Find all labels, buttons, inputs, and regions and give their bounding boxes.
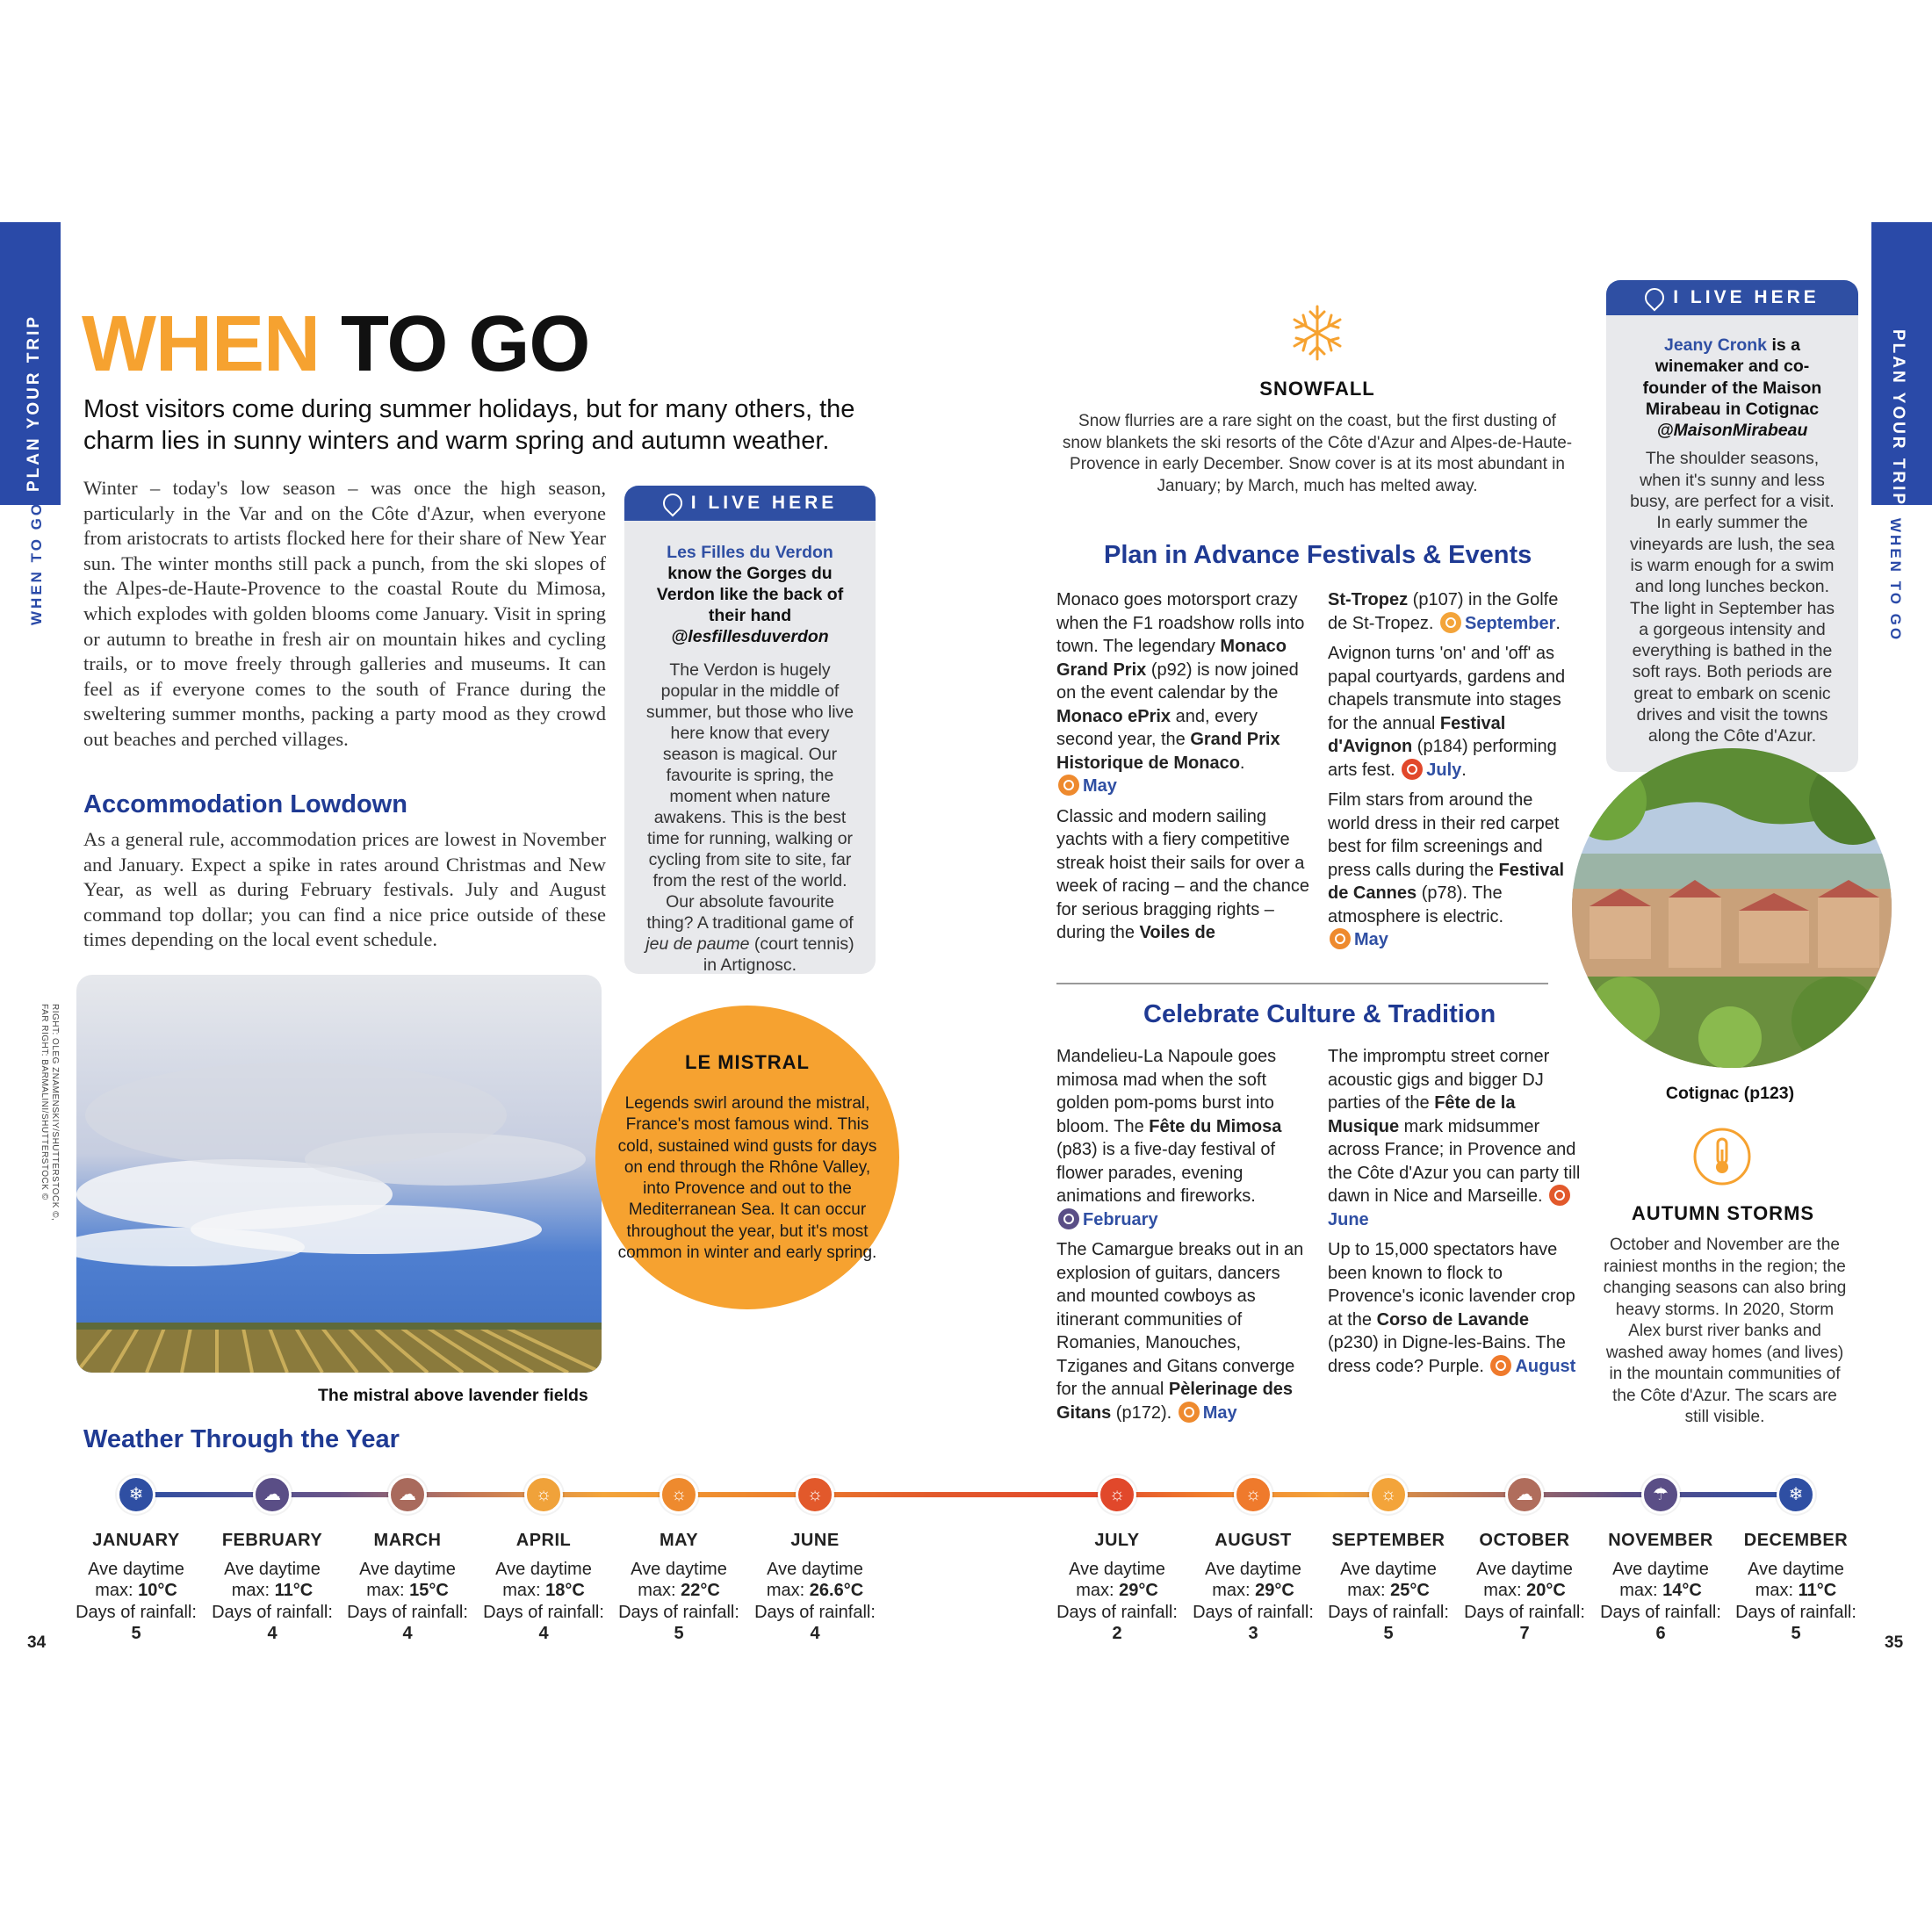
max-temp-line (1318, 1580, 1459, 1602)
snowflake-icon (1287, 303, 1347, 363)
culture-month: May (1202, 1402, 1237, 1423)
ilh-left-name: Les Filles du Verdon (667, 543, 833, 562)
weather-month (1454, 1530, 1595, 1645)
rainfall-days: 7 (1519, 1624, 1530, 1643)
thermometer-svg (1692, 1127, 1752, 1186)
festival-name: Voiles de (1139, 923, 1215, 942)
snowflake-svg (1287, 303, 1347, 363)
max-temp-line (1047, 1580, 1187, 1602)
culture-lavande (1328, 1238, 1582, 1378)
page-title-rest: TO GO (319, 300, 590, 388)
ilh-right-body: The shoulder seasons, when it's sunny and less busy, are perfect for a visit. In early summer the vineyards are lush, the sea is warm enough for a swim and long lunches beckon. The light in September has a gorgeous intensity and everything is bathed in the soft rays. Both periods are great to embark on scenic drives and visit the towns along the Côte d'Azur. (1629, 449, 1835, 746)
sun-icon (1402, 759, 1423, 780)
ave-daytime-label: Ave daytime (1748, 1559, 1844, 1579)
festival-name: Monaco ePrix (1056, 706, 1171, 726)
rainfall-label: Days of rainfall: (618, 1602, 739, 1622)
max-label: max: (502, 1581, 546, 1600)
rainfall-days: 4 (402, 1624, 413, 1643)
max-label: max: (766, 1581, 810, 1600)
month-name: APRIL (515, 1531, 572, 1550)
max-temp: 29°C (1255, 1581, 1294, 1600)
cotignac-photo (1572, 748, 1892, 1068)
festival-month: July (1426, 760, 1462, 780)
max-temp: 11°C (1798, 1581, 1837, 1600)
festival-name: St-Tropez (1328, 590, 1409, 609)
month-name: FEBRUARY (221, 1531, 323, 1550)
culture-name: Fête du Mimosa (1149, 1116, 1282, 1136)
i-live-here-bar (624, 486, 876, 521)
festival-monaco (1056, 588, 1311, 798)
month-name: SEPTEMBER (1331, 1531, 1445, 1550)
weather-heading: Weather Through the Year (83, 1425, 400, 1453)
culture-col2 (1328, 1045, 1582, 1378)
snowfall-text: Snow flurries are a rare sight on the coast, but the first dusting of snow blankets the ski resorts of the Côte d'Azur and Alpes-de-Haute-Provence in early December. Snow cover is at its most abundant in January; by March, much has melted away. (1062, 412, 1573, 495)
rainfall-label: Days of rainfall: (212, 1602, 333, 1622)
sun-icon: ☼ (1369, 1475, 1408, 1514)
max-label: max: (1619, 1581, 1663, 1600)
ave-daytime-label: Ave daytime (1476, 1559, 1573, 1579)
max-temp-line (337, 1580, 478, 1602)
sun-icon: ☼ (1098, 1475, 1136, 1514)
cotignac-photo-art (1572, 748, 1892, 1068)
ilh-left-body-text: The Verdon is hugely popular in the middle of summer, but those who live here know that every season is magical. Our favourite is spring, the moment when nature awakens. This is the best time for running, walking or cycling from site to site, far from the rest of the world. Our absolute favourite thing? A traditional game of (645, 660, 854, 933)
max-temp-line (745, 1580, 885, 1602)
ilh-left-handle: @lesfillesduverdon (671, 627, 829, 646)
snowfall-title: SNOWFALL (1259, 378, 1375, 400)
winter-paragraph: Winter – today's low season – was once the high season, particularly in the Var and on the Côte d'Azur, when everyone from aristocrats to artists flocked here for their share of New Year sun. The winter months still pack a punch, from the ski slopes of the Alpes-de-Haute-Provence to the coastal Route du Mimosa, which explodes with golden blooms come January. Visit in spring or autumn to breathe in fresh air on mountain hikes and cycling trails, or to move freely through galleries and museums. It can feel as if everyone comes to the south of France during the sweltering summer months, packing a party mood as they crowd out beaches and perched villages. (83, 477, 606, 750)
sun-icon: ☼ (1234, 1475, 1272, 1514)
festival-name: Grand Prix Historique de Monaco (1056, 730, 1280, 773)
intro-text: Most visitors come during summer holidays, but for many others, the charm lies in sunny winters and warm spring and autumn weather. (83, 395, 855, 455)
accommodation-heading: Accommodation Lowdown (83, 790, 407, 818)
weather-month (745, 1530, 885, 1645)
culture-month: February (1083, 1209, 1158, 1229)
max-label: max: (95, 1581, 139, 1600)
culture-mimosa (1056, 1045, 1311, 1231)
max-label: max: (1347, 1581, 1391, 1600)
weather-month (1183, 1530, 1323, 1645)
max-temp-line (1590, 1580, 1731, 1602)
festivals-col2 (1328, 588, 1574, 952)
i-live-here-box-right (1606, 280, 1858, 772)
month-name: MAY (659, 1531, 699, 1550)
ave-daytime-label: Ave daytime (631, 1559, 727, 1579)
ilh-right-name: Jeany Cronk (1663, 335, 1768, 355)
max-label: max: (1212, 1581, 1256, 1600)
left-side-tab-label: PLAN YOUR TRIP (25, 314, 43, 492)
culture-month: August (1515, 1356, 1576, 1376)
rainfall-days: 5 (1791, 1624, 1801, 1643)
festivals-heading: Plan in Advance Festivals & Events (1104, 541, 1532, 569)
page-title-highlight: WHEN (82, 300, 320, 388)
max-label: max: (638, 1581, 681, 1600)
cloud-sun-icon (1058, 1208, 1079, 1229)
rainfall-days: 5 (131, 1624, 141, 1643)
culture-musique (1328, 1045, 1582, 1231)
weather-month (1318, 1530, 1459, 1645)
weather-month (1047, 1530, 1187, 1645)
rainfall-days: 4 (538, 1624, 549, 1643)
culture-text: The impromptu street corner acoustic gigs and bigger DJ parties of the (1328, 1047, 1550, 1113)
snowflake-icon: ❄ (117, 1475, 155, 1514)
snowflake-icon: ❄ (1777, 1475, 1815, 1514)
culture-text: (p230) in Digne-les-Bains. The dress code? Purple. (1328, 1333, 1566, 1376)
rainfall-days: 2 (1112, 1624, 1122, 1643)
max-temp: 10°C (138, 1581, 177, 1600)
le-mistral-text: Legends swirl around the mistral, France's most famous wind. This cold, sustained wind gusts for days on end through the Rhône Valley, into Provence and out to the Mediterranean Sea. It can occur throughout the year, but it's most common in winter and early spring. (617, 1094, 877, 1263)
month-name: DECEMBER (1743, 1531, 1849, 1550)
max-temp: 20°C (1526, 1581, 1566, 1600)
month-name: NOVEMBER (1608, 1531, 1713, 1550)
rainfall-label: Days of rainfall: (76, 1602, 197, 1622)
weather-month (1590, 1530, 1731, 1645)
sun-icon: ☼ (796, 1475, 834, 1514)
left-side-section-label: WHEN TO GO (28, 501, 45, 625)
culture-text: Up to 15,000 spectators have been known to flock to Provence's iconic lavender crop at the (1328, 1240, 1575, 1330)
max-temp-line (1454, 1580, 1595, 1602)
max-temp: 18°C (545, 1581, 585, 1600)
right-side-section-label: WHEN TO GO (1887, 518, 1904, 643)
autumn-storms-title: AUTUMN STORMS (1631, 1202, 1815, 1224)
culture-text: Mandelieu-La Napoule goes mimosa mad when the soft golden pom-poms burst into bloom. The (1056, 1047, 1277, 1136)
sun-icon (1179, 1402, 1200, 1423)
month-name: OCTOBER (1479, 1531, 1570, 1550)
i-live-here-label: I LIVE HERE (1673, 287, 1820, 308)
ilh-left-body-italic: jeu de paume (645, 934, 750, 954)
weather-month (1726, 1530, 1866, 1645)
rainfall-label: Days of rainfall: (483, 1602, 604, 1622)
ilh-left-intro-text: know the Gorges du Verdon like the back of their hand (656, 564, 844, 625)
rainfall-days: 4 (267, 1624, 278, 1643)
rainfall-days: 4 (810, 1624, 820, 1643)
festival-text: . (1239, 753, 1245, 773)
cloud-rain-icon: ☂ (1641, 1475, 1680, 1514)
max-temp: 11°C (274, 1581, 314, 1600)
cloud-sun-icon: ☁ (253, 1475, 292, 1514)
sun-icon: ☼ (660, 1475, 698, 1514)
culture-name: Pèlerinage des Gitans (1056, 1380, 1294, 1423)
i-live-here-label: I LIVE HERE (690, 493, 838, 514)
location-pin-icon (659, 490, 686, 517)
ave-daytime-label: Ave daytime (359, 1559, 456, 1579)
max-temp-line (66, 1580, 206, 1602)
max-label: max: (366, 1581, 410, 1600)
autumn-storms-text: October and November are the rainiest months in the region; the changing seasons can also bring heavy storms. In 2020, Storm Alex burst river banks and washed away homes (and lives) in the mountain communities of the Côte d'Azur. The scars are still visible. (1603, 1236, 1847, 1426)
festival-text: Avignon turns 'on' and 'off' as papal courtyards, gardens and chapels transmute into stages for the annual (1328, 644, 1566, 733)
mistral-lavender-photo (76, 975, 602, 1373)
ilh-right-intro-text: is a winemaker and co-founder of the Maison Mirabeau in Cotignac (1642, 335, 1822, 419)
rainfall-days: 5 (674, 1624, 684, 1643)
month-name: MARCH (373, 1531, 442, 1550)
weather-month (66, 1530, 206, 1645)
festival-text: and, every second year, the (1056, 706, 1258, 749)
culture-text: (p83) is a five-day festival of flower parades, evening animations and fireworks. (1056, 1140, 1275, 1206)
ave-daytime-label: Ave daytime (495, 1559, 592, 1579)
culture-name: Fête de la Musique (1328, 1093, 1516, 1136)
photo-credit: RIGHT: OLEG ZNAMENSKIY/SHUTTERSTOCK ©, FAR RIGHT: BARMALINI/SHUTTERSTOCK © (40, 1004, 60, 1222)
culture-text: (p172). (1111, 1402, 1172, 1423)
cloud-sun-icon: ☁ (388, 1475, 427, 1514)
weather-month (202, 1530, 342, 1645)
festival-name: Monaco Grand Prix (1056, 637, 1287, 680)
festival-month: May (1083, 776, 1117, 796)
section-divider (1056, 983, 1548, 984)
location-pin-icon (1641, 285, 1669, 312)
right-side-tab-label: PLAN YOUR TRIP (1889, 329, 1907, 508)
page-number-right: 35 (1885, 1633, 1904, 1652)
mistral-photo-caption: The mistral above lavender fields (318, 1386, 588, 1405)
festival-text: (p78). The atmosphere is electric. (1328, 883, 1504, 926)
thermometer-icon (1692, 1127, 1752, 1186)
rainfall-label: Days of rainfall: (1600, 1602, 1721, 1622)
sun-icon: ☼ (524, 1475, 563, 1514)
max-temp: 25°C (1390, 1581, 1430, 1600)
ilh-right-intro (1626, 335, 1839, 441)
max-label: max: (1076, 1581, 1120, 1600)
rainfall-label: Days of rainfall: (1056, 1602, 1178, 1622)
max-temp: 15°C (409, 1581, 449, 1600)
culture-name: Corso de Lavande (1376, 1309, 1529, 1330)
rainfall-days: 5 (1383, 1624, 1394, 1643)
rainfall-days: 3 (1248, 1624, 1258, 1643)
festival-text: Classic and modern sailing yachts with a fiery competitive streak hoist their sails for over a week of racing – and the chance for serious bragging rights – during the (1056, 806, 1309, 942)
max-temp: 26.6°C (809, 1581, 864, 1600)
sun-icon (1440, 612, 1461, 633)
ave-daytime-label: Ave daytime (1205, 1559, 1301, 1579)
month-name: JULY (1094, 1531, 1140, 1550)
festival-text: (p92) is now joined on the event calendar by the (1056, 660, 1299, 703)
festival-month: May (1354, 930, 1388, 949)
ave-daytime-label: Ave daytime (1340, 1559, 1437, 1579)
rainfall-label: Days of rainfall: (754, 1602, 876, 1622)
culture-gitans (1056, 1238, 1311, 1424)
max-temp: 29°C (1119, 1581, 1158, 1600)
rainfall-label: Days of rainfall: (347, 1602, 468, 1622)
culture-text: mark midsummer across France; in Provence and the Côte d'Azur you can party till dawn in Nice and Marseille. (1328, 1116, 1581, 1206)
mistral-photo-art (76, 975, 602, 1373)
max-temp: 22°C (681, 1581, 720, 1600)
month-name: JUNE (790, 1531, 840, 1550)
festivals-col1 (1056, 588, 1311, 945)
festival-name: Festival d'Avignon (1328, 713, 1506, 756)
festival-voiles (1056, 805, 1311, 945)
festival-avignon: Avignon turns 'on' and 'off' as papal courtyards, gardens and chapels transmute into stages for the annual Festival d'Avignon (p184) performing arts fest. July. (1328, 644, 1566, 780)
ave-daytime-label: Ave daytime (1069, 1559, 1165, 1579)
cotignac-caption: Cotignac (p123) (1665, 1084, 1795, 1103)
ilh-left-body-end: (court tennis) in Artignosc. (703, 934, 854, 974)
max-temp-line (609, 1580, 749, 1602)
festival-st-tropez: St-Tropez (p107) in the Golfe de St-Tropez. September. (1328, 590, 1561, 633)
page-title (82, 300, 589, 388)
month-name: AUGUST (1215, 1531, 1292, 1550)
rainfall-label: Days of rainfall: (1193, 1602, 1314, 1622)
ilh-left-body (644, 660, 856, 974)
weather-month (609, 1530, 749, 1645)
le-mistral-circle (595, 1006, 899, 1309)
max-temp-line (1726, 1580, 1866, 1602)
festival-name: Festival de Cannes (1328, 860, 1565, 903)
max-temp-line (1183, 1580, 1323, 1602)
culture-text: The Camargue breaks out in an explosion of guitars, dancers and mounted cowboys as itinerant communities of Romanies, Manouches, Tziganes and Gitans converge for the annual (1056, 1240, 1304, 1399)
festival-text: (p184) performing arts fest. (1328, 737, 1557, 780)
sun-icon (1549, 1185, 1570, 1206)
cloud-sun-icon: ☁ (1505, 1475, 1544, 1514)
ave-daytime-label: Ave daytime (88, 1559, 184, 1579)
sun-icon (1490, 1355, 1511, 1376)
ilh-left-intro (644, 542, 856, 647)
festival-text: Film stars from around the world dress in their red carpet best for film screenings and press calls during the (1328, 790, 1560, 880)
i-live-here-box-left (624, 486, 876, 974)
rainfall-days: 6 (1655, 1624, 1666, 1643)
sun-icon (1058, 775, 1079, 796)
weather-month (337, 1530, 478, 1645)
rainfall-label: Days of rainfall: (1735, 1602, 1856, 1622)
page-number-left: 34 (27, 1633, 47, 1652)
festival-text: (p107) in the Golfe de St-Tropez. (1328, 590, 1559, 633)
festival-text: Monaco goes motorsport crazy when the F1 roadshow rolls into town. The legendary (1056, 590, 1305, 656)
max-label: max: (1483, 1581, 1527, 1600)
max-label: max: (231, 1581, 275, 1600)
month-name: JANUARY (92, 1531, 180, 1550)
culture-heading: Celebrate Culture & Tradition (1143, 1000, 1496, 1028)
max-temp-line (473, 1580, 614, 1602)
festival-month: September (1464, 613, 1556, 633)
culture-month: June (1328, 1209, 1369, 1229)
i-live-here-bar (1606, 280, 1858, 315)
weather-month (473, 1530, 614, 1645)
accommodation-paragraph: As a general rule, accommodation prices are lowest in November and January. Expect a spike in rates around Christmas and New Year, as well as during February festivals. July and August command top dollar; you can find a nice price outside of these times depending on the local event schedule. (83, 828, 606, 951)
ave-daytime-label: Ave daytime (767, 1559, 863, 1579)
le-mistral-title: LE MISTRAL (685, 1051, 810, 1073)
ilh-right-handle: @MaisonMirabeau (1656, 421, 1808, 441)
festival-cannes (1328, 789, 1574, 952)
ave-daytime-label: Ave daytime (1612, 1559, 1709, 1579)
culture-col1 (1056, 1045, 1311, 1424)
rainfall-label: Days of rainfall: (1328, 1602, 1449, 1622)
ave-daytime-label: Ave daytime (224, 1559, 321, 1579)
max-label: max: (1755, 1581, 1799, 1600)
rainfall-label: Days of rainfall: (1464, 1602, 1585, 1622)
max-temp-line (202, 1580, 342, 1602)
max-temp: 14°C (1662, 1581, 1702, 1600)
sun-icon (1330, 928, 1351, 949)
